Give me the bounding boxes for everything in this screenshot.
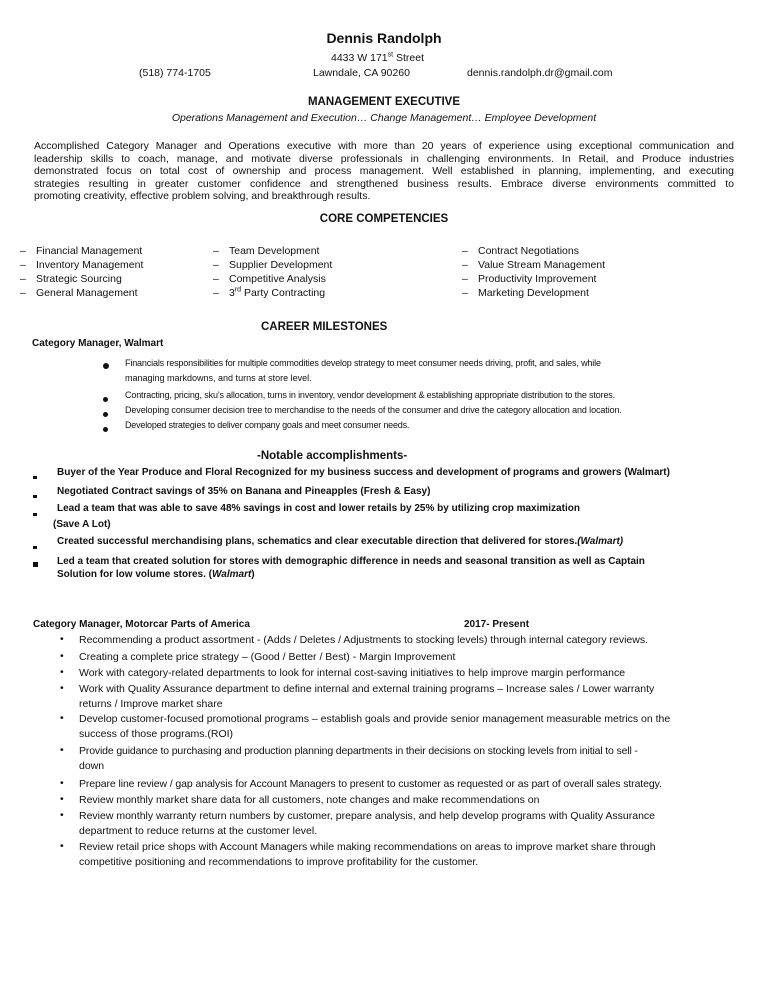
list-item: Work with Quality Assurance department to define internal and external training programs – Increase sales / Lower warranty bbox=[79, 683, 655, 695]
list-item: – Value Stream Management bbox=[462, 259, 606, 271]
job2-dates: 2017- Present bbox=[464, 619, 530, 630]
list-item: Buyer of the Year Produce and Floral Recognized for my business success and development of programs and growers (Walmart) bbox=[57, 467, 670, 478]
bullet-icon bbox=[103, 360, 109, 372]
list-item: – Competitive Analysis bbox=[213, 273, 326, 285]
list-item: Work with category-related departments to look for internal cost-saving initiatives to help improve margin performance bbox=[79, 667, 626, 679]
career-milestones-heading: CAREER MILESTONES bbox=[261, 321, 388, 333]
list-item: Created successful merchandising plans, schematics and clear executable direction that delivered for stores.(Walmart) bbox=[57, 536, 624, 547]
list-item: Contracting, pricing, sku’s allocation, turns in inventory, vendor development & establishing appropriate distribution to the stores. bbox=[125, 390, 615, 400]
bullet-icon bbox=[103, 423, 108, 435]
phone-number: (518) 774-1705 bbox=[139, 67, 211, 79]
list-item: – Financial Management bbox=[20, 245, 143, 257]
resume-title: MANAGEMENT EXECUTIVE bbox=[307, 96, 461, 108]
list-item: – Supplier Development bbox=[213, 259, 333, 271]
resume-subtitle: Operations Management and Execution… Change Management… Employee Development bbox=[171, 112, 597, 124]
bullet-icon bbox=[33, 489, 37, 501]
email-address: dennis.randolph.dr@gmail.com bbox=[467, 67, 613, 79]
list-item: Review monthly market share data for all customers, note changes and make recommendations on bbox=[79, 794, 540, 806]
list-item: Developing consumer decision tree to merchandise to the needs of the consumer and drive the category allocation and location. bbox=[125, 405, 622, 415]
list-item: – Contract Negotiations bbox=[462, 245, 579, 257]
list-item-continuation: success of those programs.(ROI) bbox=[79, 728, 234, 740]
list-item-continuation: returns / Improve market share bbox=[79, 698, 223, 710]
bullet-icon: • bbox=[60, 633, 64, 645]
list-item: Developed strategies to deliver company goals and meet consumer needs. bbox=[125, 420, 410, 430]
list-item: – Strategic Sourcing bbox=[20, 273, 122, 285]
job2-title: Category Manager, Motorcar Parts of America bbox=[33, 619, 250, 630]
city-state-zip: Lawndale, CA 90260 bbox=[313, 67, 410, 79]
list-item-continuation: down bbox=[79, 760, 105, 772]
list-item: – Marketing Development bbox=[462, 287, 589, 299]
core-competencies-heading: CORE COMPETENCIES bbox=[319, 213, 449, 225]
list-item: Review monthly warranty return numbers by customer, prepare analysis, and help develop programs with Quality Assurance bbox=[79, 810, 656, 822]
bullet-icon: • bbox=[60, 744, 64, 756]
bullet-icon bbox=[103, 393, 108, 405]
list-item-continuation: (Save A Lot) bbox=[53, 519, 111, 530]
list-item: – Team Development bbox=[213, 245, 320, 257]
bullet-icon: • bbox=[60, 682, 64, 694]
bullet-icon bbox=[33, 558, 38, 570]
bullet-icon: • bbox=[60, 840, 64, 852]
list-item: – Inventory Management bbox=[20, 259, 144, 271]
list-item: – Productivity Improvement bbox=[462, 273, 597, 285]
summary-paragraph: Accomplished Category Manager and Operations executive with more than 20 years of experience using exceptional communication and leadership skills to coach, manage, and motivate diverse professionals in challenging environments. In Retail, and Produce industries demonstrated focus on total cost of ownership and process management. Well established in planning, implementing, and executing strategies resulting in greater customer confidence and strengthened business results. Embrace diverse environments committed to promoting creativity, effective problem solving, and breakthrough results. bbox=[34, 140, 734, 203]
list-item-continuation: competitive positioning and recommendations to improve profitability for the customer. bbox=[79, 856, 479, 868]
accomplishments-heading: -Notable accomplishments- bbox=[257, 450, 408, 462]
list-item: Develop customer-focused promotional programs – establish goals and provide senior management measurable metrics on the bbox=[79, 713, 671, 725]
competencies-column-3 bbox=[462, 244, 605, 300]
list-item-continuation: department to reduce returns at the customer level. bbox=[79, 825, 318, 837]
list-item: Review retail price shops with Account Managers while making recommendations on areas to improve market share through bbox=[79, 841, 656, 853]
list-item: Lead a team that was able to save 48% savings in cost and lower retails by 25% by utilizing crop maximization bbox=[57, 503, 580, 514]
bullet-icon: • bbox=[60, 650, 64, 662]
bullet-icon: • bbox=[60, 666, 64, 678]
job1-title: Category Manager, Walmart bbox=[32, 338, 164, 349]
list-item: – General Management bbox=[20, 287, 138, 299]
applicant-name: Dennis Randolph bbox=[326, 30, 442, 46]
bullet-icon bbox=[33, 507, 37, 519]
bullet-icon: • bbox=[60, 809, 64, 821]
list-item: Provide guidance to purchasing and production planning departments in their decisions on stocking levels from initial to sell - bbox=[79, 745, 638, 757]
list-item: Negotiated Contract savings of 35% on Banana and Pineapples (Fresh & Easy) bbox=[57, 486, 431, 497]
bullet-icon: • bbox=[60, 712, 64, 724]
list-item: Creating a complete price strategy – (Good / Better / Best) - Margin Improvement bbox=[79, 651, 456, 663]
bullet-icon bbox=[103, 408, 108, 420]
list-item: Recommending a product assortment - (Adds / Deletes / Adjustments to stocking levels) through internal category reviews. bbox=[79, 634, 649, 646]
list-item: Led a team that created solution for stores with demographic difference in needs and seasonal transition as well as Captain bbox=[57, 556, 645, 567]
list-item-continuation: Solution for low volume stores. (Walmart) bbox=[57, 569, 255, 580]
competencies-column-2 bbox=[213, 244, 332, 300]
bullet-icon bbox=[33, 540, 37, 552]
street-address: 4433 W 171st Street bbox=[331, 51, 425, 64]
competencies-column-1 bbox=[20, 244, 143, 300]
list-item: managing markdowns, and turns at store level. bbox=[125, 373, 312, 383]
bullet-icon: • bbox=[60, 793, 64, 805]
bullet-icon bbox=[33, 470, 37, 482]
bullet-icon: • bbox=[60, 777, 64, 789]
list-item: Financials responsibilities for multiple commodities develop strategy to meet consumer needs driving, profit, and sales, while bbox=[125, 358, 601, 368]
list-item: – 3rd Party Contracting bbox=[213, 286, 326, 299]
list-item: Prepare line review / gap analysis for Account Managers to present to customer as requested or as part of overall sales strategy. bbox=[79, 778, 662, 790]
